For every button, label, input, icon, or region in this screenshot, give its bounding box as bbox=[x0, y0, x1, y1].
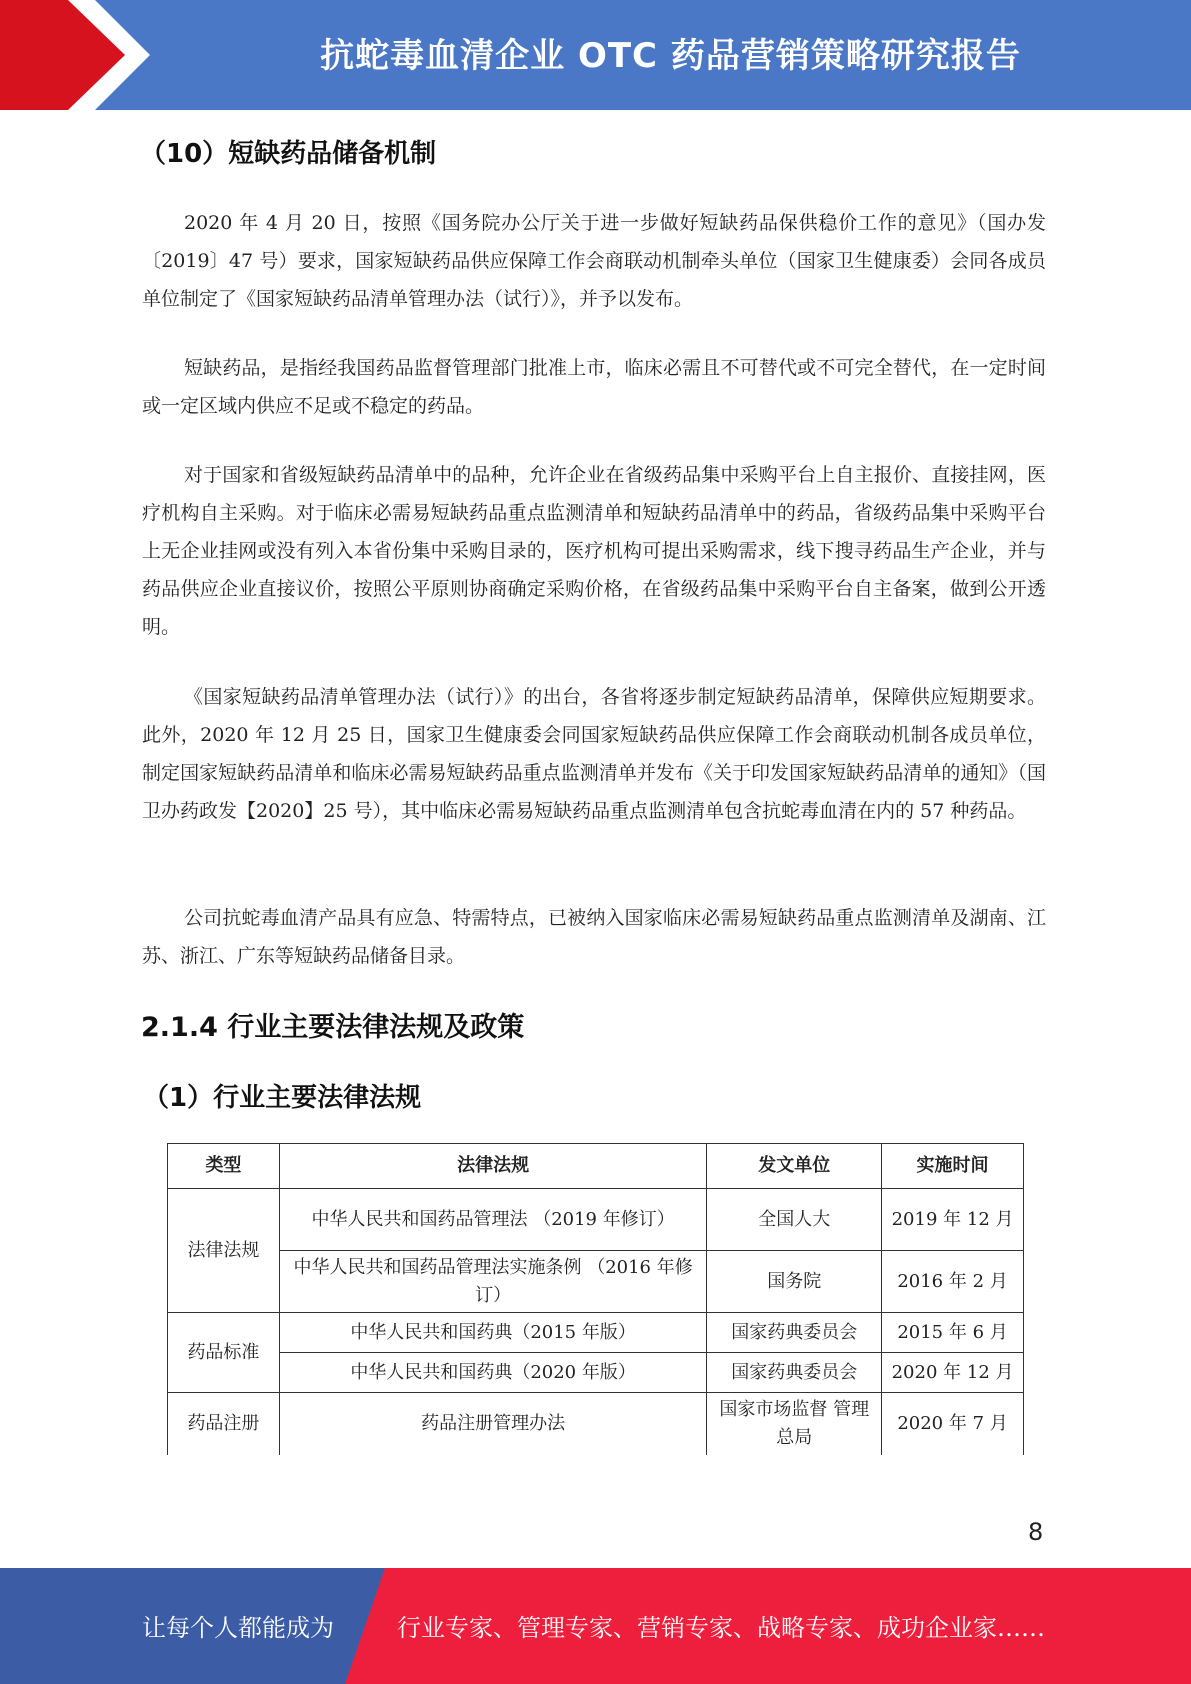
law-cell: 中华人民共和国药品管理法 （2019 年修订） bbox=[279, 1189, 706, 1251]
footer-slogan-left: 让每个人都能成为 bbox=[142, 1614, 334, 1642]
page-number: 8 bbox=[1028, 1518, 1044, 1546]
date-cell: 2020 年 7 月 bbox=[882, 1393, 1024, 1455]
paragraph: 《国家短缺药品清单管理办法（试行）》的出台，各省将逐步制定短缺药品清单，保障供应短期要求。此外，2020 年 12 月 25 日，国家卫生健康委会同国家短缺药品供应保障工作会商联动机制各成员单位，制定国家短缺药品清单和临床必需易短缺药品重点监测清单并发布《关于印发国家短缺药品清单的通知》（国卫办药政发【2020】25 号），其中临床必需易短缺药品重点监测清单包含抗蛇毒血清在内的 57 种药品。 bbox=[142, 686, 1046, 822]
table-header-row bbox=[168, 1144, 1024, 1189]
column-header-issuer: 发文单位 bbox=[707, 1144, 882, 1189]
type-cell: 药品标准 bbox=[168, 1313, 280, 1393]
table-row bbox=[168, 1189, 1024, 1251]
issuer-cell: 国家市场监督 管理总局 bbox=[707, 1393, 882, 1455]
page-header bbox=[0, 0, 1191, 110]
law-cell: 中华人民共和国药典（2020 年版） bbox=[279, 1353, 706, 1393]
date-cell: 2016 年 2 月 bbox=[882, 1251, 1024, 1313]
date-cell: 2020 年 12 月 bbox=[882, 1353, 1024, 1393]
paragraph: 短缺药品，是指经我国药品监督管理部门批准上市，临床必需且不可替代或不可完全替代，在一定时间或一定区域内供应不足或不稳定的药品。 bbox=[142, 357, 1046, 417]
date-cell: 2015 年 6 月 bbox=[882, 1313, 1024, 1353]
paragraph: 公司抗蛇毒血清产品具有应急、特需特点，已被纳入国家临床必需易短缺药品重点监测清单及湖南、江苏、浙江、广东等短缺药品储备目录。 bbox=[142, 907, 1046, 967]
date-cell: 2019 年 12 月 bbox=[882, 1189, 1024, 1251]
law-cell: 中华人民共和国药品管理法实施条例 （2016 年修订） bbox=[279, 1251, 706, 1313]
table-row bbox=[168, 1251, 1024, 1313]
page-footer bbox=[0, 1568, 1191, 1684]
law-cell: 中华人民共和国药典（2015 年版） bbox=[279, 1313, 706, 1353]
subsection-heading-laws: （1）行业主要法律法规 bbox=[143, 1083, 422, 1113]
type-cell: 法律法规 bbox=[168, 1189, 280, 1313]
issuer-cell: 国家药典委员会 bbox=[707, 1353, 882, 1393]
report-title: 抗蛇毒血清企业 OTC 药品营销策略研究报告 bbox=[320, 36, 1021, 76]
issuer-cell: 国务院 bbox=[707, 1251, 882, 1313]
column-header-law: 法律法规 bbox=[279, 1144, 706, 1189]
header-red-chevron-decoration bbox=[0, 0, 140, 110]
table-row bbox=[168, 1393, 1024, 1455]
section-heading: 2.1.4 行业主要法律法规及政策 bbox=[141, 1012, 525, 1043]
laws-table bbox=[167, 1143, 1024, 1455]
subsection-heading-shortage-reserve: （10）短缺药品储备机制 bbox=[140, 139, 437, 169]
type-cell: 药品注册 bbox=[168, 1393, 280, 1455]
issuer-cell: 国家药典委员会 bbox=[707, 1313, 882, 1353]
table-row bbox=[168, 1353, 1024, 1393]
issuer-cell: 全国人大 bbox=[707, 1189, 882, 1251]
footer-slogan-right: 行业专家、管理专家、营销专家、战略专家、成功企业家…… bbox=[397, 1614, 1045, 1642]
paragraph: 对于国家和省级短缺药品清单中的品种，允许企业在省级药品集中采购平台上自主报价、直接挂网，医疗机构自主采购。对于临床必需易短缺药品重点监测清单和短缺药品清单中的药品，省级药品集中采购平台上无企业挂网或没有列入本省份集中采购目录的，医疗机构可提出采购需求，线下搜寻药品生产企业，并与药品供应企业直接议价，按照公平原则协商确定采购价格，在省级药品集中采购平台自主备案，做到公开透明。 bbox=[142, 464, 1046, 638]
column-header-type: 类型 bbox=[168, 1144, 280, 1189]
paragraph: 2020 年 4 月 20 日，按照《国务院办公厅关于进一步做好短缺药品保供稳价工作的意见》（国办发〔2019〕47 号）要求，国家短缺药品供应保障工作会商联动机制牵头单位（国家卫生健康委）会同各成员单位制定了《国家短缺药品清单管理办法（试行）》，并予以发布。 bbox=[142, 212, 1046, 310]
table-row bbox=[168, 1313, 1024, 1353]
column-header-date: 实施时间 bbox=[882, 1144, 1024, 1189]
law-cell: 药品注册管理办法 bbox=[279, 1393, 706, 1455]
